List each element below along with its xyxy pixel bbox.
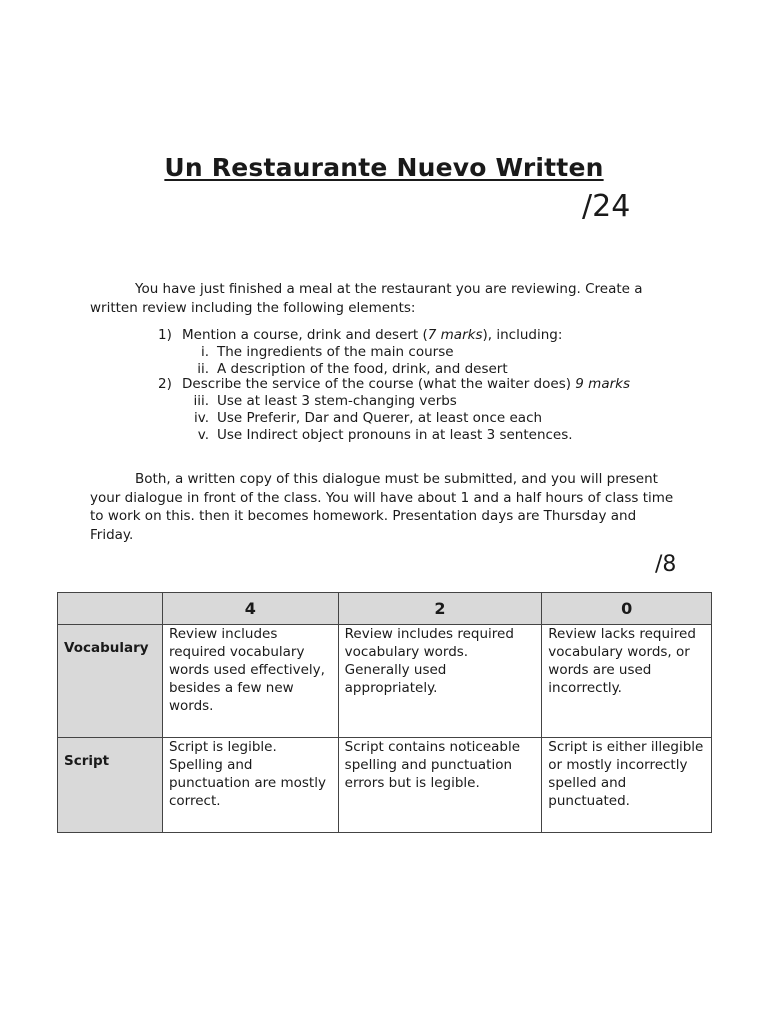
sub-item-v bbox=[181, 427, 573, 444]
rubric-score: /8 bbox=[655, 552, 677, 577]
intro-text: You have just finished a meal at the restaurant you are reviewing. Create a written review including the following elements: bbox=[90, 281, 643, 316]
rubric-header-corner bbox=[58, 593, 163, 625]
intro-paragraph bbox=[90, 280, 680, 317]
rubric-row-label: Script bbox=[58, 738, 163, 833]
sub-item-marker: ii. bbox=[197, 361, 209, 377]
list-item-text: Describe the service of the course (what the waiter does) bbox=[182, 376, 576, 392]
list-item-marks: 9 marks bbox=[575, 376, 631, 392]
rubric-table bbox=[57, 592, 712, 833]
total-score: /24 bbox=[582, 189, 631, 224]
rubric-header-score-2: 2 bbox=[338, 593, 542, 625]
rubric-header-score-4: 4 bbox=[162, 593, 338, 625]
rubric-cell: Review includes required vocabulary words. Generally used appropriately. bbox=[338, 625, 542, 738]
rubric-cell: Review lacks required vocabulary words, or words are used incorrectly. bbox=[542, 625, 712, 738]
sub-item-text: Use at least 3 stem-changing verbs bbox=[217, 393, 457, 409]
rubric-header-row bbox=[58, 593, 712, 625]
rubric-cell: Script contains noticeable spelling and punctuation errors but is legible. bbox=[338, 738, 542, 833]
rubric-cell: Script is either illegible or mostly incorrectly spelled and punctuated. bbox=[542, 738, 712, 833]
sub-item-text: The ingredients of the main course bbox=[217, 344, 454, 360]
list-item-2 bbox=[158, 376, 630, 393]
list-item-marker: 1) bbox=[158, 327, 172, 343]
rubric-cell: Script is legible. Spelling and punctuation are mostly correct. bbox=[162, 738, 338, 833]
list-item-text: Mention a course, drink and desert ( bbox=[182, 327, 428, 343]
rubric-row-vocabulary bbox=[58, 625, 712, 738]
sub-item-marker: v. bbox=[197, 427, 209, 443]
sub-item-iv bbox=[181, 410, 542, 427]
sub-item-text: A description of the food, drink, and desert bbox=[217, 361, 508, 377]
list-item-marks: 7 marks bbox=[427, 327, 483, 343]
list-item-text-end: ), including: bbox=[482, 327, 563, 343]
document-title: Un Restaurante Nuevo Written bbox=[164, 153, 604, 182]
list-item-marker: 2) bbox=[158, 376, 172, 392]
sub-item-iii bbox=[181, 393, 457, 410]
sub-item-marker: iv. bbox=[194, 410, 209, 426]
closing-paragraph bbox=[90, 470, 680, 544]
sub-item-text: Use Indirect object pronouns in at least 3 sentences. bbox=[217, 427, 573, 443]
sub-item-marker: i. bbox=[200, 344, 209, 360]
closing-text: Both, a written copy of this dialogue must be submitted, and you will present your dialogue in front of the class. You will have about 1 and a half hours of class time to work on this. then it becomes homework. Presentation days are Thursday and Friday. bbox=[90, 471, 674, 543]
rubric-header-score-0: 0 bbox=[542, 593, 712, 625]
list-item-1 bbox=[158, 327, 562, 344]
sub-item-i bbox=[181, 344, 454, 361]
rubric-cell: Review includes required vocabulary words used effectively, besides a few new words. bbox=[162, 625, 338, 738]
rubric-row-label: Vocabulary bbox=[58, 625, 163, 738]
sub-item-text: Use Preferir, Dar and Querer, at least once each bbox=[217, 410, 543, 426]
rubric-row-script bbox=[58, 738, 712, 833]
sub-item-marker: iii. bbox=[193, 393, 209, 409]
